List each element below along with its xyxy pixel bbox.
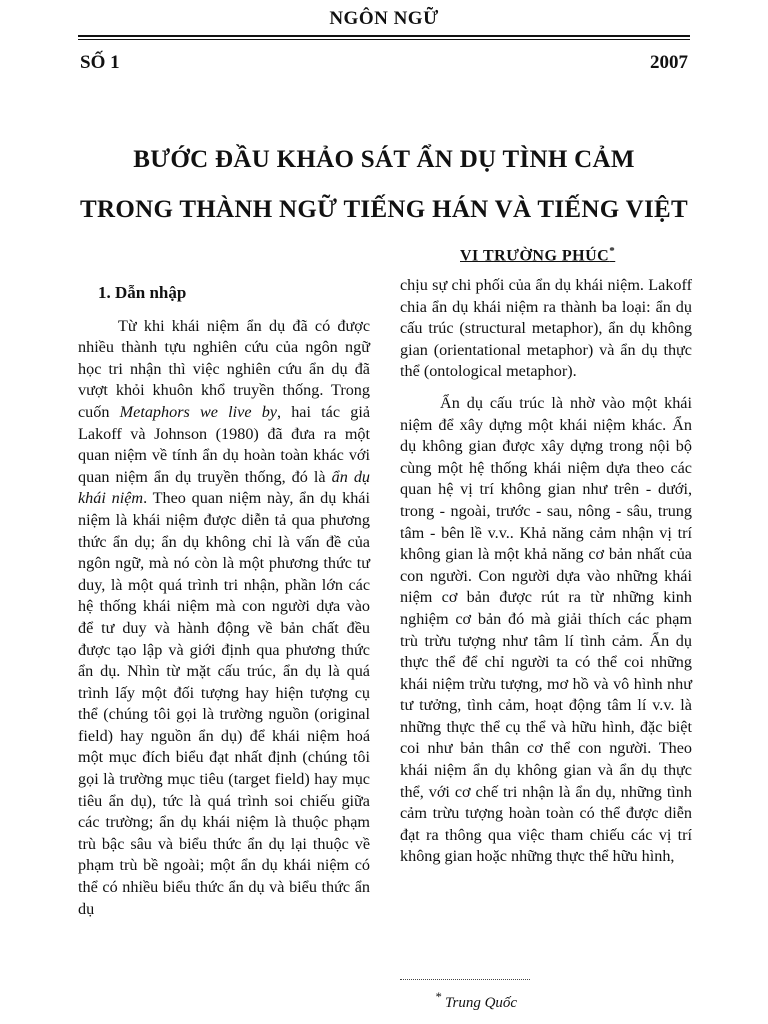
book-title: Metaphors we live by <box>119 402 277 421</box>
journal-name: NGÔN NGỮ <box>329 8 439 29</box>
footnote-marker: * <box>435 990 442 1004</box>
footnote-rule <box>400 979 530 980</box>
article-title-line-1: BƯỚC ĐẦU KHẢO SÁT ẨN DỤ TÌNH CẢM <box>133 146 635 173</box>
left-column <box>78 282 370 920</box>
key-term: ẩn dụ khái niệm <box>78 467 371 508</box>
right-column <box>400 275 692 868</box>
paragraph-gap <box>400 383 692 393</box>
header-rule <box>78 35 690 37</box>
intro-text-c: . Theo quan niệm này, ẩn dụ khái niệm là khái niệm được diễn tả qua phương thức ẩn dụ; ẩn dụ không chỉ là vấn đề của ngôn ngữ, mà nó còn là một phương thức tư duy, là một quá trình tri nhận, phần lớn các hệ thống khái niệm mà con người dựa vào để tư duy và hành động về bản chất đều được tạo lập và giới định qua phương thức ẩn dụ. Nhìn từ mặt cấu trúc, ẩn dụ là quá trình lấy một đối tượng hay hiện tượng cụ thể (chúng tôi gọi là trường nguồn (original field) hay nguồn ẩn dụ) để khái niệm hoá một mục đích biểu đạt nhất định (chúng tôi gọi là trường mục tiêu (target field) hay mục tiêu ẩn dụ), tức là quá trình soi chiếu giữa các trường; ẩn dụ khái niệm là thuộc phạm trù bậc sâu và biểu thức ẩn dụ lại thuộc về phạm trù bề ngoài; một ẩn dụ khái niệm có thể có nhiều biểu thức ẩn dụ và biểu thức ẩn dụ <box>78 489 370 918</box>
intro-text-a: Từ khi khái niệm ẩn dụ đã có được nhiều thành tựu nghiên cứu của ngôn ngữ học tri nhận thì việc nghiên cứu ẩn dụ đã vượt khỏi khuôn khổ truyền thống. Trong cuốn <box>78 316 370 421</box>
issue-number: SỐ 1 <box>80 52 120 73</box>
author-footnote-marker: * <box>609 245 616 257</box>
intro-paragraph <box>78 316 370 921</box>
author-name-text: VI TRƯỜNG PHÚC <box>460 247 610 265</box>
continued-paragraph: chịu sự chi phối của ẩn dụ khái niệm. Lakoff chia ẩn dụ khái niệm ra thành ba loại: ẩn dụ cấu trúc (structural metaphor), ẩn dụ không gian (orientational metaphor) và ẩn dụ thực thể (ontological metaphor). <box>400 276 692 381</box>
header-rule-thin <box>78 39 690 40</box>
section-heading: 1. Dẫn nhập <box>98 283 187 302</box>
footnote <box>435 990 517 1012</box>
issue-year: 2007 <box>650 52 688 73</box>
intro-text-b: , hai tác giả Lakoff và Johnson (1980) đã đưa ra một quan niệm về tính ẩn dụ hoàn toàn khác với quan niệm ẩn dụ truyền thống, đó là <box>78 402 371 486</box>
author-name <box>460 245 615 265</box>
article-title-line-2: TRONG THÀNH NGỮ TIẾNG HÁN VÀ TIẾNG VIỆT <box>80 196 688 223</box>
metaphor-types-paragraph: Ẩn dụ cấu trúc là nhờ vào một khái niệm để xây dựng một khái niệm khác. Ẩn dụ không gian được xây dựng trong nội bộ cùng một hệ thống khái niệm dựa theo các quan hệ vị trí không gian như trên - dưới, trong - ngoài, trước - sau, nông - sâu, trung tâm - bên lề v.v.. Khả năng cảm nhận vị trí không gian là một khả năng cơ bản nhất của con người. Con người dựa vào những khái niệm cơ bản được rút ra từ những kinh nghiệm cơ bản đó mà giải thích các phạm trù trừu tượng như tâm lí tình cảm. Ẩn dụ thực thể để chỉ người ta có thể coi những khái niệm trừu tượng, mơ hồ và vô hình như tư tưởng, tình cảm, hoạt động tâm lí v.v. là những thực thể cụ thể và hữu hình, đặc biệt coi như bản thân cơ thể con người. Theo khái niệm ẩn dụ không gian và ẩn dụ thực thể, với cơ chế tri nhận là ẩn dụ, những tình cảm trừu tượng hoàn toàn có thể được diễn đạt ra thông qua việc tham chiếu các vị trí không gian hoặc những thực thể hữu hình, <box>400 393 692 866</box>
footnote-text: Trung Quốc <box>445 995 518 1011</box>
